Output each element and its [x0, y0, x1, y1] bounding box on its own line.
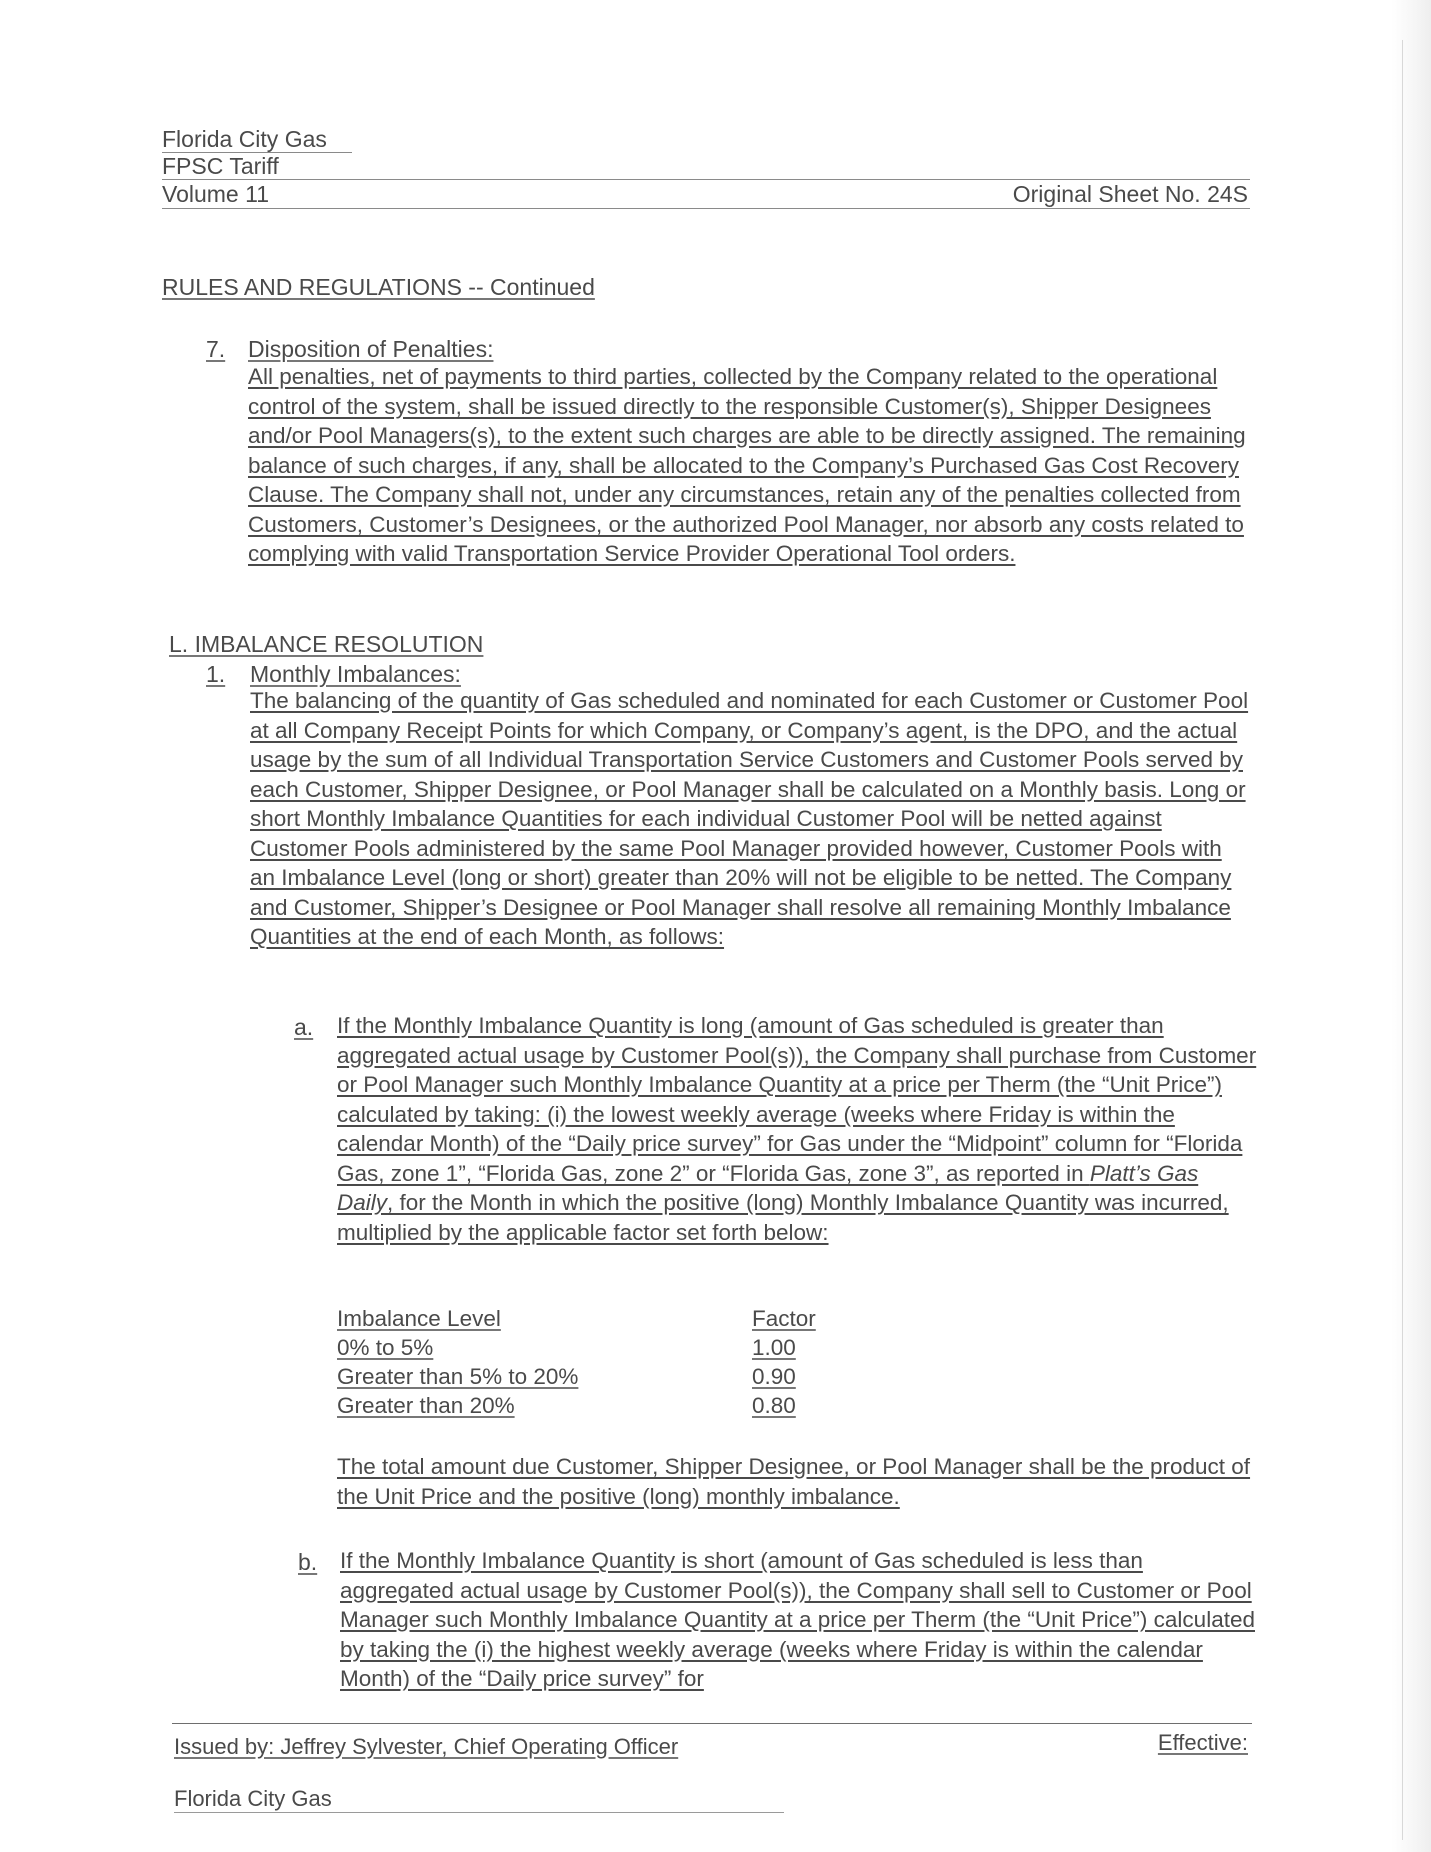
section-l-item1-title: Monthly Imbalances:: [250, 661, 461, 687]
table-header-row: [337, 1304, 816, 1333]
footer-rule: [172, 1723, 1252, 1724]
sub-b-letter: b.: [298, 1549, 318, 1575]
scan-edge-shadow: [1391, 0, 1431, 1852]
footer-company: Florida City Gas: [174, 1786, 332, 1811]
sub-a-letter: a.: [294, 1014, 314, 1040]
sub-a-publication: Platt’s Gas Daily: [337, 1160, 1199, 1215]
section-l-item1-text: The balancing of the quantity of Gas scheduled and nominated for each Customer or Customer Pool at all Company Receipt Points for which Company, or Company’s agent, is the DPO, and the actual usage by the sum of all Individual Transportation Service Customers and Customer Pools served by each Customer, Shipper Designee, or Pool Manager shall be calculated on a Monthly basis. Long or short Monthly Imbalance Quantities for each individual Customer Pool will be netted against Customer Pools administered by the same Pool Manager provided however, Customer Pools with an Imbalance Level (long or short) greater than 20% will not be eligible to be netted. The Company and Customer, Shipper’s Designee or Pool Manager shall resolve all remaining Monthly Imbalance Quantities at the end of each Month, as follows:: [250, 688, 1249, 949]
header-company: Florida City Gas: [162, 126, 327, 152]
sub-a-paragraph: [337, 1011, 1257, 1247]
table-cell-factor: 1.00: [752, 1335, 796, 1360]
sub-a-text-1: If the Monthly Imbalance Quantity is long (amount of Gas scheduled is greater than aggregated actual usage by Customer Pool(s)), the Company shall purchase from Customer or Pool Manager such Monthly Imbalance Quantity at a price per Therm (the “Unit Price”) calculated by taking: (i) the lowest weekly average (weeks where Friday is within the calendar Month) of the “Daily price survey” for Gas under the “Midpoint” column for “Florida Gas, zone 1”, “Florida Gas, zone 2” or “Florida Gas, zone 3”, as reported in: [337, 1013, 1257, 1186]
sub-a-total-text: The total amount due Customer, Shipper Designee, or Pool Manager shall be the product of the Unit Price and the positive (long) monthly imbalance.: [337, 1454, 1251, 1509]
scan-edge-line: [1402, 40, 1403, 1840]
sub-a-text-2: , for the Month in which the positive (long) Monthly Imbalance Quantity was incurred, multiplied by the applicable factor set forth below:: [337, 1190, 1229, 1245]
table-cell-factor: 0.90: [752, 1364, 796, 1389]
header-volume: Volume 11: [162, 181, 269, 207]
item7-paragraph: [248, 362, 1248, 569]
table-cell-factor: 0.80: [752, 1393, 796, 1418]
imbalance-factor-table: [337, 1304, 816, 1420]
header-sheet-number: Original Sheet No. 24S: [1012, 181, 1248, 207]
sub-b-paragraph: [340, 1546, 1260, 1694]
item7-title: Disposition of Penalties:: [248, 336, 494, 362]
table-row: [337, 1362, 816, 1391]
sub-a-total-paragraph: [337, 1452, 1267, 1511]
section-l-title: L. IMBALANCE RESOLUTION: [169, 631, 484, 657]
sub-b-text: If the Monthly Imbalance Quantity is short (amount of Gas scheduled is less than aggregated actual usage by Customer Pool(s)), the Company shall sell to Customer or Pool Manager such Monthly Imbalance Quantity at a price per Therm (the “Unit Price”) calculated by taking the (i) the highest weekly average (weeks where Friday is within the calendar Month) of the “Daily price survey” for: [340, 1548, 1255, 1691]
table-header-factor: Factor: [752, 1306, 816, 1331]
table-cell-level: Greater than 20%: [337, 1393, 515, 1418]
section-l-item1-paragraph: [250, 686, 1250, 952]
section-l-item1-number: 1.: [206, 661, 226, 687]
header-tariff: FPSC Tariff: [162, 153, 279, 179]
header-rule-2: [162, 179, 1250, 180]
table-cell-level: 0% to 5%: [337, 1335, 434, 1360]
table-header-level: Imbalance Level: [337, 1306, 501, 1331]
footer-effective: Effective:: [1157, 1730, 1248, 1755]
table-row: [337, 1333, 816, 1362]
footer-issued-by: Issued by: Jeffrey Sylvester, Chief Operating Officer: [174, 1734, 679, 1759]
item7-number: 7.: [206, 336, 226, 362]
item7-text: All penalties, net of payments to third parties, collected by the Company related to the operational control of the system, shall be issued directly to the responsible Customer(s), Shipper Designees and/or Pool Managers(s), to the extent such charges are able to be directly assigned. The remaining balance of such charges, if any, shall be allocated to the Company’s Purchased Gas Cost Recovery Clause. The Company shall not, under any circumstances, retain any of the penalties collected from Customers, Customer’s Designees, or the authorized Pool Manager, nor absorb any costs related to complying with valid Transportation Service Provider Operational Tool orders.: [248, 364, 1246, 566]
header-rule-3: [162, 208, 1250, 209]
table-cell-level: Greater than 5% to 20%: [337, 1364, 579, 1389]
section-title: RULES AND REGULATIONS -- Continued: [162, 274, 595, 300]
table-row: [337, 1391, 816, 1420]
footer-company-rule: [174, 1812, 784, 1813]
